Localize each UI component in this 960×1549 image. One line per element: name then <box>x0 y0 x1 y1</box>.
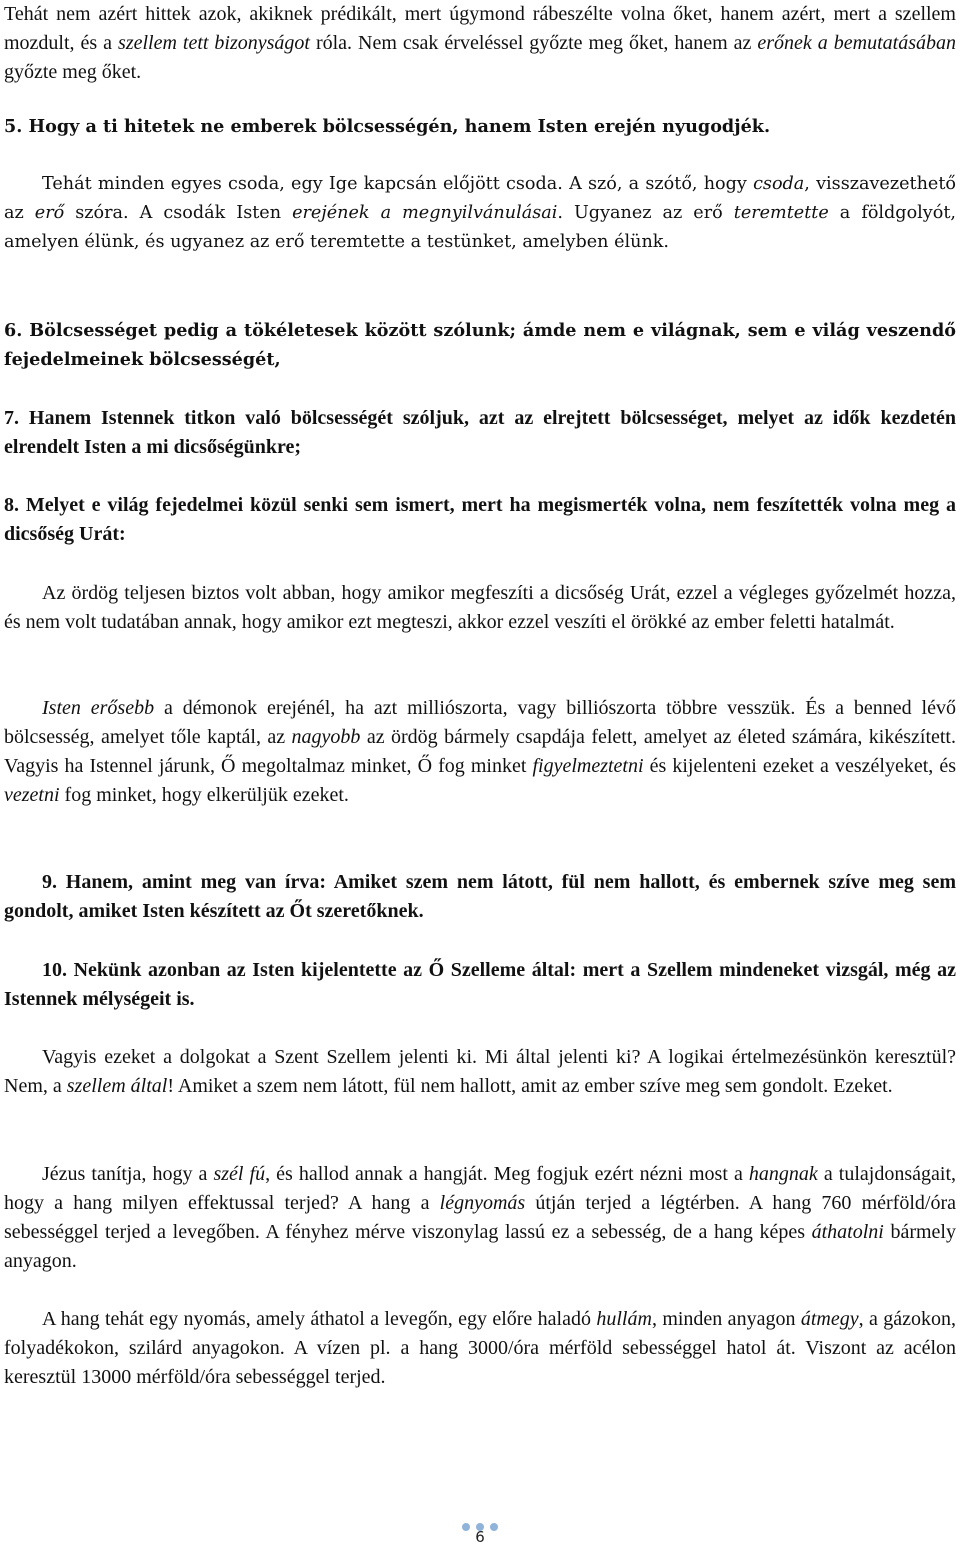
paragraph-revelation <box>4 1043 956 1101</box>
text-run: és kijelenteni ezeket a veszélyeket, és <box>643 755 956 777</box>
text-run: a tulajdonságait, hogy a hang milyen effektussal terjed? A hang a <box>4 1163 957 1214</box>
text-run: , visszavezethető az <box>4 174 956 223</box>
emphasis-text: szellem által <box>66 1075 168 1097</box>
text-run: Az ördög teljesen biztos volt abban, hogy amikor megfeszíti a dicsőség Urát, ezzel a végleges győzelmét hozza, és nem volt tudatában annak, hogy amikor ezt megteszi, akkor ezzel veszíti el örökké az ember feletti hatalmát. <box>4 582 956 633</box>
text-run: ! Amiket a szem nem látott, fül nem hallott, amit az ember szíve meg sem gondolt. Ezeket. <box>167 1075 893 1097</box>
emphasis-text: csoda <box>753 174 805 194</box>
emphasis-text: vezetni <box>4 784 60 806</box>
text-run: 8. Melyet e világ fejedelmei közül senki sem ismert, mert ha megismerték volna, nem feszítették volna meg a dicsőség Urát: <box>4 494 956 545</box>
text-run: bármely anyagon. <box>4 1221 956 1272</box>
emphasis-text: szellem tett bizonyságot <box>118 32 310 54</box>
text-run: Tehát minden egyes csoda, egy Ige kapcsán előjött csoda. A szó, a szótő, hogy <box>42 174 754 194</box>
text-run: 10. Nekünk azonban az Isten kijelentette az Ő Szelleme által: mert a Szellem mindeneket vizsgál, még az Istennek mélységeit is. <box>4 959 956 1010</box>
text-run: A hang tehát egy nyomás, amely áthatol a levegőn, egy előre haladó <box>42 1308 597 1330</box>
text-run: a földgolyót, amelyen élünk, és ugyanez az erő teremtette a testünket, amelyben élünk. <box>4 203 956 252</box>
emphasis-text: áthatolni <box>811 1221 884 1243</box>
emphasis-text: erő <box>34 203 65 223</box>
text-run: , és hallod annak a hangját. Meg fogjuk ezért nézni most a <box>265 1163 749 1185</box>
text-run: 9. Hanem, amint meg van írva: Amiket szem nem látott, fül nem hallott, és embernek szíve meg sem gondolt, amiket Isten készített az Őt szeretőknek. <box>4 871 956 922</box>
verse-6 <box>4 316 956 374</box>
text-run: útján terjed a légtérben. A hang 760 mérföld/óra sebességgel terjed a levegőben. A fényhez mérve viszonylag lassú ez a sebesség, de a hang képes <box>4 1192 956 1243</box>
emphasis-text: figyelmeztetni <box>532 755 644 777</box>
text-run: Tehát nem azért hittek azok, akiknek prédikált, mert úgymond rábeszélte volna őket, hanem azért, mert a szellem mozdult, és a <box>4 3 956 54</box>
emphasis-text: Isten erősebb <box>42 697 155 719</box>
text-run: róla. Nem csak érveléssel győzte meg őket, hanem az <box>309 32 758 54</box>
paragraph-sound <box>4 1160 956 1276</box>
paragraph-sound-wave <box>4 1305 956 1392</box>
verse-8 <box>4 491 956 549</box>
text-run: 5. Hogy a ti hitetek ne emberek bölcsességén, hanem Isten erején nyugodjék. <box>4 116 771 137</box>
emphasis-text: hullám <box>596 1308 652 1330</box>
emphasis-text: átmegy <box>800 1308 859 1330</box>
emphasis-text: légnyomás <box>439 1192 526 1214</box>
paragraph-miracles <box>4 170 956 257</box>
verse-9 <box>4 868 956 926</box>
verse-7 <box>4 404 956 462</box>
text-run: az ördög bármely csapdája felett, amelyet az életed számára, kikészített. Vagyis ha Istennel járunk, Ő megoltalmaz minket, Ő fog minket <box>4 726 956 777</box>
text-run: 6. Bölcsességet pedig a tökéletesek között szólunk; ámde nem e világnak, sem e világ veszendő fejedelmeinek bölcsességét, <box>4 320 956 370</box>
page-number: 6 <box>475 1528 485 1546</box>
text-run: . Ugyanez az erő <box>557 203 734 223</box>
paragraph-intro <box>4 0 956 87</box>
emphasis-text: erőnek a bemutatásában <box>757 32 956 54</box>
text-run: szóra. A csodák Isten <box>64 203 293 223</box>
text-run: 7. Hanem Istennek titkon való bölcsességét szóljuk, azt az elrejtett bölcsességet, melyet az idők kezdetén elrendelt Isten a mi dicsőségünkre; <box>4 407 956 458</box>
text-run: Vagyis ezeket a dolgokat a Szent Szellem jelenti ki. Mi által jelenti ki? A logikai értelmezésünkön keresztül? Nem, a <box>4 1046 956 1097</box>
text-run: , a gázokon, folyadékokon, szilárd anyagokon. A vízen pl. a hang 3000/óra mérföld sebességgel hatol át. Viszont az acélon keresztül 13000 mérföld/óra sebességgel terjed. <box>4 1308 956 1388</box>
text-run: , minden anyagon <box>651 1308 801 1330</box>
text-run: Jézus tanítja, hogy a <box>42 1163 214 1185</box>
emphasis-text: hangnak <box>748 1163 818 1185</box>
emphasis-text: erejének a megnyilvánulásai <box>292 203 558 223</box>
emphasis-text: nagyobb <box>291 726 361 748</box>
paragraph-devil <box>4 579 956 637</box>
verse-10 <box>4 956 956 1014</box>
paragraph-god-stronger <box>4 694 956 810</box>
emphasis-text: szél fú <box>213 1163 266 1185</box>
emphasis-text: teremtette <box>733 203 829 223</box>
verse-5 <box>4 112 956 141</box>
text-run: győzte meg őket. <box>4 61 142 83</box>
text-run: a démonok erejénél, ha azt milliószorta, vagy billiószorta többre vesszük. És a benned lévő bölcsesség, amelyet tőle kaptál, az <box>4 697 956 748</box>
text-run: fog minket, hogy elkerüljük ezeket. <box>59 784 349 806</box>
